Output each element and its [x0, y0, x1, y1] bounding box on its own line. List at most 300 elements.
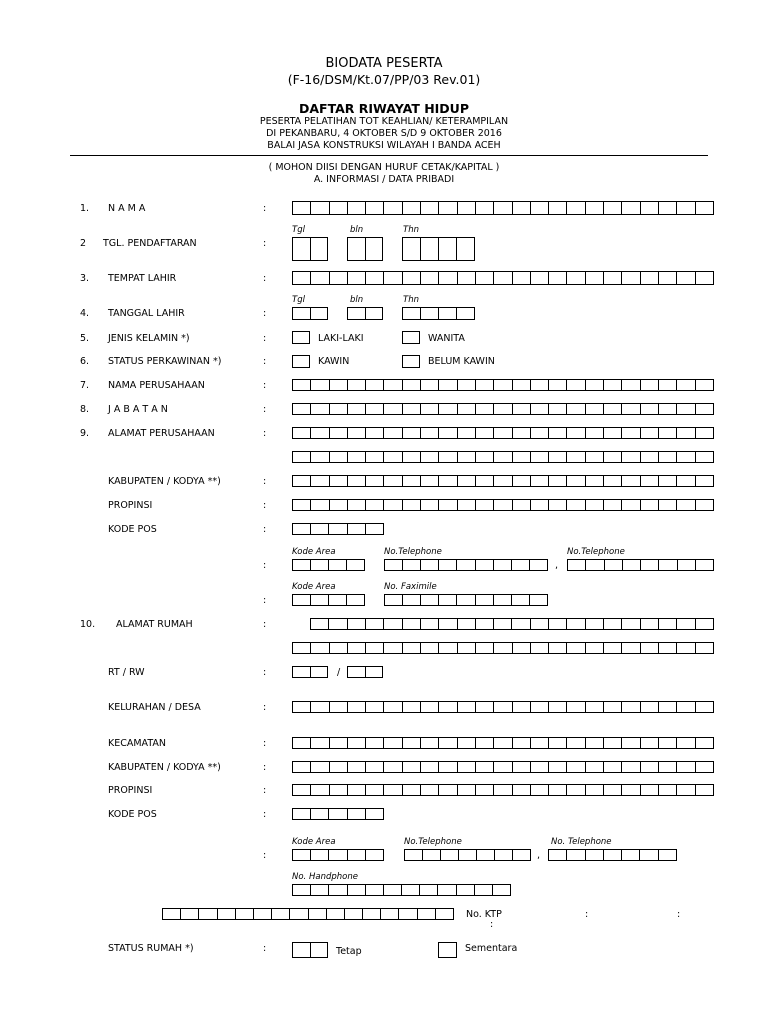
char-cell[interactable] — [640, 272, 658, 284]
char-cell[interactable] — [566, 702, 584, 712]
char-cell[interactable] — [365, 476, 383, 486]
char-cell[interactable] — [512, 702, 530, 712]
char-cell[interactable] — [457, 500, 475, 510]
char-cell[interactable] — [293, 850, 310, 860]
char-cell[interactable] — [385, 595, 402, 605]
char-cell[interactable] — [603, 452, 621, 462]
char-cell[interactable] — [347, 850, 365, 860]
char-cell[interactable] — [362, 909, 380, 919]
char-cell[interactable] — [640, 452, 658, 462]
char-cell[interactable] — [348, 667, 365, 677]
char-cell[interactable] — [568, 560, 585, 570]
char-cell[interactable] — [603, 272, 621, 284]
char-cell[interactable] — [529, 560, 547, 570]
char-cell[interactable] — [548, 476, 566, 486]
char-cell[interactable] — [328, 595, 346, 605]
char-cell[interactable] — [405, 850, 422, 860]
char-cell[interactable] — [493, 643, 511, 653]
char-cell[interactable] — [293, 785, 310, 795]
char-cell[interactable] — [530, 380, 548, 390]
char-cell[interactable] — [420, 272, 438, 284]
char-cell[interactable] — [458, 850, 476, 860]
char-cell[interactable] — [347, 452, 365, 462]
char-cell[interactable] — [603, 702, 621, 712]
char-cell[interactable] — [530, 785, 548, 795]
char-cell[interactable] — [585, 560, 603, 570]
char-cell[interactable] — [457, 452, 475, 462]
char-cell[interactable] — [603, 850, 621, 860]
char-cell[interactable] — [293, 272, 310, 284]
char-cell[interactable] — [676, 702, 694, 712]
char-cell[interactable] — [585, 272, 603, 284]
char-cell[interactable] — [548, 404, 566, 414]
char-cell[interactable] — [310, 885, 328, 895]
char-cell[interactable] — [493, 272, 511, 284]
char-cell[interactable] — [438, 452, 456, 462]
char-cell[interactable] — [695, 702, 713, 712]
input-kabupaten-2[interactable] — [292, 761, 714, 773]
char-cell[interactable] — [676, 762, 694, 772]
char-cell[interactable] — [457, 785, 475, 795]
char-cell[interactable] — [293, 404, 310, 414]
char-cell[interactable] — [293, 202, 310, 214]
char-cell[interactable] — [640, 202, 658, 214]
char-cell[interactable] — [402, 428, 420, 438]
char-cell[interactable] — [310, 524, 328, 534]
char-cell[interactable] — [328, 809, 346, 819]
char-cell[interactable] — [420, 308, 438, 319]
char-cell[interactable] — [293, 524, 310, 534]
char-cell[interactable] — [289, 909, 307, 919]
char-cell[interactable] — [695, 785, 713, 795]
char-cell[interactable] — [695, 619, 713, 629]
char-cell[interactable] — [658, 560, 676, 570]
char-cell[interactable] — [348, 308, 365, 319]
char-cell[interactable] — [365, 308, 383, 319]
input-nama-perusahaan[interactable] — [292, 379, 714, 391]
char-cell[interactable] — [530, 619, 548, 629]
char-cell[interactable] — [512, 428, 530, 438]
checkbox-wanita[interactable] — [402, 331, 420, 344]
char-cell[interactable] — [603, 643, 621, 653]
char-cell[interactable] — [604, 560, 622, 570]
char-cell[interactable] — [329, 476, 347, 486]
char-cell[interactable] — [293, 738, 310, 748]
char-cell[interactable] — [676, 785, 694, 795]
char-cell[interactable] — [293, 308, 310, 319]
char-cell[interactable] — [603, 380, 621, 390]
char-cell[interactable] — [676, 202, 694, 214]
char-cell[interactable] — [329, 380, 347, 390]
char-cell[interactable] — [310, 452, 328, 462]
char-cell[interactable] — [198, 909, 216, 919]
char-cell[interactable] — [548, 619, 566, 629]
char-cell[interactable] — [347, 885, 365, 895]
char-cell[interactable] — [310, 272, 328, 284]
char-cell[interactable] — [420, 500, 438, 510]
char-cell[interactable] — [329, 702, 347, 712]
char-cell[interactable] — [621, 380, 639, 390]
char-cell[interactable] — [566, 404, 584, 414]
char-cell[interactable] — [347, 762, 365, 772]
char-cell[interactable] — [383, 702, 401, 712]
char-cell[interactable] — [566, 500, 584, 510]
char-cell[interactable] — [512, 452, 530, 462]
char-cell[interactable] — [401, 885, 419, 895]
char-cell[interactable] — [621, 476, 639, 486]
char-cell[interactable] — [438, 643, 456, 653]
char-cell[interactable] — [457, 619, 475, 629]
char-cell[interactable] — [329, 272, 347, 284]
char-cell[interactable] — [640, 404, 658, 414]
char-cell[interactable] — [402, 560, 420, 570]
char-cell[interactable] — [438, 595, 456, 605]
char-cell[interactable] — [293, 595, 310, 605]
char-cell[interactable] — [310, 785, 328, 795]
char-cell[interactable] — [566, 738, 584, 748]
char-cell[interactable] — [695, 476, 713, 486]
char-cell[interactable] — [621, 404, 639, 414]
char-cell[interactable] — [585, 619, 603, 629]
char-cell[interactable] — [603, 738, 621, 748]
char-cell[interactable] — [457, 428, 475, 438]
char-cell[interactable] — [493, 560, 511, 570]
char-cell[interactable] — [658, 702, 676, 712]
char-cell[interactable] — [640, 702, 658, 712]
char-cell[interactable] — [658, 272, 676, 284]
char-cell[interactable] — [475, 595, 493, 605]
char-cell[interactable] — [566, 785, 584, 795]
char-cell[interactable] — [310, 667, 328, 677]
char-cell[interactable] — [512, 643, 530, 653]
char-cell[interactable] — [365, 380, 383, 390]
char-cell[interactable] — [347, 643, 365, 653]
char-cell[interactable] — [548, 452, 566, 462]
char-cell[interactable] — [293, 885, 310, 895]
char-cell[interactable] — [640, 762, 658, 772]
char-cell[interactable] — [365, 452, 383, 462]
char-cell[interactable] — [420, 619, 438, 629]
input-kode-area-2[interactable] — [292, 849, 384, 861]
char-cell[interactable] — [347, 524, 365, 534]
char-cell[interactable] — [603, 476, 621, 486]
char-cell[interactable] — [293, 452, 310, 462]
char-cell[interactable] — [548, 272, 566, 284]
char-cell[interactable] — [365, 850, 383, 860]
char-cell[interactable] — [695, 762, 713, 772]
char-cell[interactable] — [621, 500, 639, 510]
char-cell[interactable] — [420, 202, 438, 214]
char-cell[interactable] — [347, 272, 365, 284]
char-cell[interactable] — [476, 850, 494, 860]
char-cell[interactable] — [310, 404, 328, 414]
char-cell[interactable] — [585, 643, 603, 653]
char-cell[interactable] — [438, 428, 456, 438]
char-cell[interactable] — [365, 500, 383, 510]
char-cell[interactable] — [676, 428, 694, 438]
char-cell[interactable] — [475, 476, 493, 486]
char-cell[interactable] — [585, 702, 603, 712]
char-cell[interactable] — [457, 476, 475, 486]
char-cell[interactable] — [365, 785, 383, 795]
char-cell[interactable] — [603, 785, 621, 795]
char-cell[interactable] — [438, 476, 456, 486]
input-telephone-2[interactable] — [567, 559, 714, 571]
char-cell[interactable] — [456, 885, 474, 895]
char-cell[interactable] — [512, 202, 530, 214]
char-cell[interactable] — [658, 404, 676, 414]
input-kode-pos-1[interactable] — [292, 523, 384, 535]
char-cell[interactable] — [365, 762, 383, 772]
char-cell[interactable] — [530, 428, 548, 438]
char-cell[interactable] — [548, 738, 566, 748]
char-cell[interactable] — [420, 238, 438, 260]
char-cell[interactable] — [310, 850, 328, 860]
char-cell[interactable] — [402, 202, 420, 214]
char-cell[interactable] — [438, 500, 456, 510]
checkbox-laki-laki[interactable] — [292, 331, 310, 344]
char-cell[interactable] — [308, 909, 326, 919]
char-cell[interactable] — [676, 738, 694, 748]
char-cell[interactable] — [695, 500, 713, 510]
char-cell[interactable] — [328, 560, 346, 570]
char-cell[interactable] — [585, 428, 603, 438]
char-cell[interactable] — [383, 452, 401, 462]
char-cell[interactable] — [658, 785, 676, 795]
char-cell[interactable] — [348, 238, 365, 260]
char-cell[interactable] — [658, 762, 676, 772]
char-cell[interactable] — [622, 560, 640, 570]
input-kode-area-1[interactable] — [292, 559, 365, 571]
char-cell[interactable] — [603, 619, 621, 629]
char-cell[interactable] — [310, 476, 328, 486]
char-cell[interactable] — [658, 850, 676, 860]
char-cell[interactable] — [365, 202, 383, 214]
char-cell[interactable] — [566, 452, 584, 462]
input-kelurahan[interactable] — [292, 701, 714, 713]
char-cell[interactable] — [438, 560, 456, 570]
char-cell[interactable] — [695, 202, 713, 214]
char-cell[interactable] — [585, 404, 603, 414]
char-cell[interactable] — [512, 762, 530, 772]
char-cell[interactable] — [383, 202, 401, 214]
char-cell[interactable] — [512, 380, 530, 390]
char-cell[interactable] — [420, 476, 438, 486]
char-cell[interactable] — [676, 476, 694, 486]
input-no-ktp[interactable] — [162, 908, 454, 920]
char-cell[interactable] — [403, 238, 420, 260]
char-cell[interactable] — [329, 404, 347, 414]
char-cell[interactable] — [293, 428, 310, 438]
char-cell[interactable] — [658, 619, 676, 629]
char-cell[interactable] — [585, 380, 603, 390]
char-cell[interactable] — [530, 404, 548, 414]
input-kecamatan[interactable] — [292, 737, 714, 749]
char-cell[interactable] — [548, 202, 566, 214]
char-cell[interactable] — [530, 272, 548, 284]
char-cell[interactable] — [457, 380, 475, 390]
char-cell[interactable] — [365, 643, 383, 653]
char-cell[interactable] — [548, 702, 566, 712]
checkbox-tetap[interactable] — [292, 942, 328, 958]
char-cell[interactable] — [457, 404, 475, 414]
char-cell[interactable] — [456, 308, 474, 319]
char-cell[interactable] — [180, 909, 198, 919]
char-cell[interactable] — [383, 643, 401, 653]
char-cell[interactable] — [329, 785, 347, 795]
char-cell[interactable] — [695, 738, 713, 748]
char-cell[interactable] — [640, 476, 658, 486]
char-cell[interactable] — [566, 380, 584, 390]
char-cell[interactable] — [603, 202, 621, 214]
char-cell[interactable] — [585, 850, 603, 860]
char-cell[interactable] — [512, 500, 530, 510]
char-cell[interactable] — [383, 785, 401, 795]
input-alamat-perusahaan-1[interactable] — [292, 427, 714, 439]
input-telephone-3[interactable] — [404, 849, 531, 861]
char-cell[interactable] — [456, 595, 474, 605]
char-cell[interactable] — [658, 500, 676, 510]
char-cell[interactable] — [548, 428, 566, 438]
char-cell[interactable] — [658, 738, 676, 748]
char-cell[interactable] — [676, 619, 694, 629]
char-cell[interactable] — [365, 738, 383, 748]
char-cell[interactable] — [603, 500, 621, 510]
input-alamat-rumah-2[interactable] — [292, 642, 714, 654]
char-cell[interactable] — [621, 452, 639, 462]
char-cell[interactable] — [438, 738, 456, 748]
char-cell[interactable] — [530, 452, 548, 462]
char-cell[interactable] — [529, 595, 547, 605]
char-cell[interactable] — [676, 500, 694, 510]
char-cell[interactable] — [420, 560, 438, 570]
char-cell[interactable] — [329, 452, 347, 462]
char-cell[interactable] — [585, 500, 603, 510]
char-cell[interactable] — [402, 500, 420, 510]
char-cell[interactable] — [530, 476, 548, 486]
char-cell[interactable] — [676, 643, 694, 653]
char-cell[interactable] — [402, 643, 420, 653]
char-cell[interactable] — [585, 452, 603, 462]
char-cell[interactable] — [329, 500, 347, 510]
char-cell[interactable] — [435, 909, 453, 919]
input-handphone[interactable] — [292, 884, 511, 896]
char-cell[interactable] — [640, 785, 658, 795]
char-cell[interactable] — [676, 380, 694, 390]
char-cell[interactable] — [419, 885, 437, 895]
char-cell[interactable] — [420, 702, 438, 712]
input-kode-area-fax[interactable] — [292, 594, 365, 606]
char-cell[interactable] — [328, 850, 346, 860]
char-cell[interactable] — [475, 202, 493, 214]
char-cell[interactable] — [383, 476, 401, 486]
char-cell[interactable] — [493, 202, 511, 214]
char-cell[interactable] — [438, 785, 456, 795]
char-cell[interactable] — [365, 809, 383, 819]
char-cell[interactable] — [403, 308, 420, 319]
char-cell[interactable] — [512, 476, 530, 486]
char-cell[interactable] — [658, 476, 676, 486]
char-cell[interactable] — [383, 738, 401, 748]
char-cell[interactable] — [347, 785, 365, 795]
char-cell[interactable] — [566, 428, 584, 438]
char-cell[interactable] — [640, 738, 658, 748]
input-rw[interactable] — [347, 666, 383, 678]
input-alamat-perusahaan-2[interactable] — [292, 451, 714, 463]
char-cell[interactable] — [530, 702, 548, 712]
char-cell[interactable] — [310, 809, 328, 819]
char-cell[interactable] — [621, 850, 639, 860]
char-cell[interactable] — [293, 667, 310, 677]
input-tgl-pendaftaran-tgl[interactable] — [292, 237, 328, 261]
char-cell[interactable] — [640, 380, 658, 390]
input-tanggal-lahir-tgl[interactable] — [292, 307, 328, 320]
char-cell[interactable] — [380, 909, 398, 919]
char-cell[interactable] — [217, 909, 235, 919]
char-cell[interactable] — [310, 762, 328, 772]
char-cell[interactable] — [420, 380, 438, 390]
char-cell[interactable] — [346, 560, 364, 570]
char-cell[interactable] — [695, 380, 713, 390]
char-cell[interactable] — [677, 560, 695, 570]
char-cell[interactable] — [658, 452, 676, 462]
char-cell[interactable] — [329, 643, 347, 653]
char-cell[interactable] — [293, 476, 310, 486]
char-cell[interactable] — [420, 428, 438, 438]
char-cell[interactable] — [422, 850, 440, 860]
char-cell[interactable] — [438, 404, 456, 414]
char-cell[interactable] — [493, 452, 511, 462]
char-cell[interactable] — [676, 272, 694, 284]
char-cell[interactable] — [457, 702, 475, 712]
char-cell[interactable] — [420, 452, 438, 462]
char-cell[interactable] — [566, 850, 584, 860]
char-cell[interactable] — [440, 850, 458, 860]
char-cell[interactable] — [548, 500, 566, 510]
char-cell[interactable] — [235, 909, 253, 919]
char-cell[interactable] — [474, 885, 492, 895]
input-tanggal-lahir-thn[interactable] — [402, 307, 475, 320]
char-cell[interactable] — [420, 738, 438, 748]
char-cell[interactable] — [438, 380, 456, 390]
char-cell[interactable] — [621, 619, 639, 629]
char-cell[interactable] — [621, 702, 639, 712]
char-cell[interactable] — [493, 380, 511, 390]
char-cell[interactable] — [383, 380, 401, 390]
char-cell[interactable] — [402, 595, 420, 605]
char-cell[interactable] — [530, 738, 548, 748]
input-tanggal-lahir-bln[interactable] — [347, 307, 383, 320]
char-cell[interactable] — [311, 619, 328, 629]
char-cell[interactable] — [566, 762, 584, 772]
char-cell[interactable] — [365, 667, 383, 677]
char-cell[interactable] — [639, 850, 657, 860]
input-kode-pos-2[interactable] — [292, 808, 384, 820]
char-cell[interactable] — [457, 272, 475, 284]
char-cell[interactable] — [475, 272, 493, 284]
char-cell[interactable] — [310, 560, 328, 570]
char-cell[interactable] — [347, 404, 365, 414]
char-cell[interactable] — [347, 500, 365, 510]
char-cell[interactable] — [402, 702, 420, 712]
char-cell[interactable] — [310, 308, 328, 319]
char-cell[interactable] — [293, 809, 310, 819]
char-cell[interactable] — [640, 619, 658, 629]
char-cell[interactable] — [365, 428, 383, 438]
char-cell[interactable] — [512, 785, 530, 795]
char-cell[interactable] — [512, 850, 530, 860]
char-cell[interactable] — [310, 428, 328, 438]
